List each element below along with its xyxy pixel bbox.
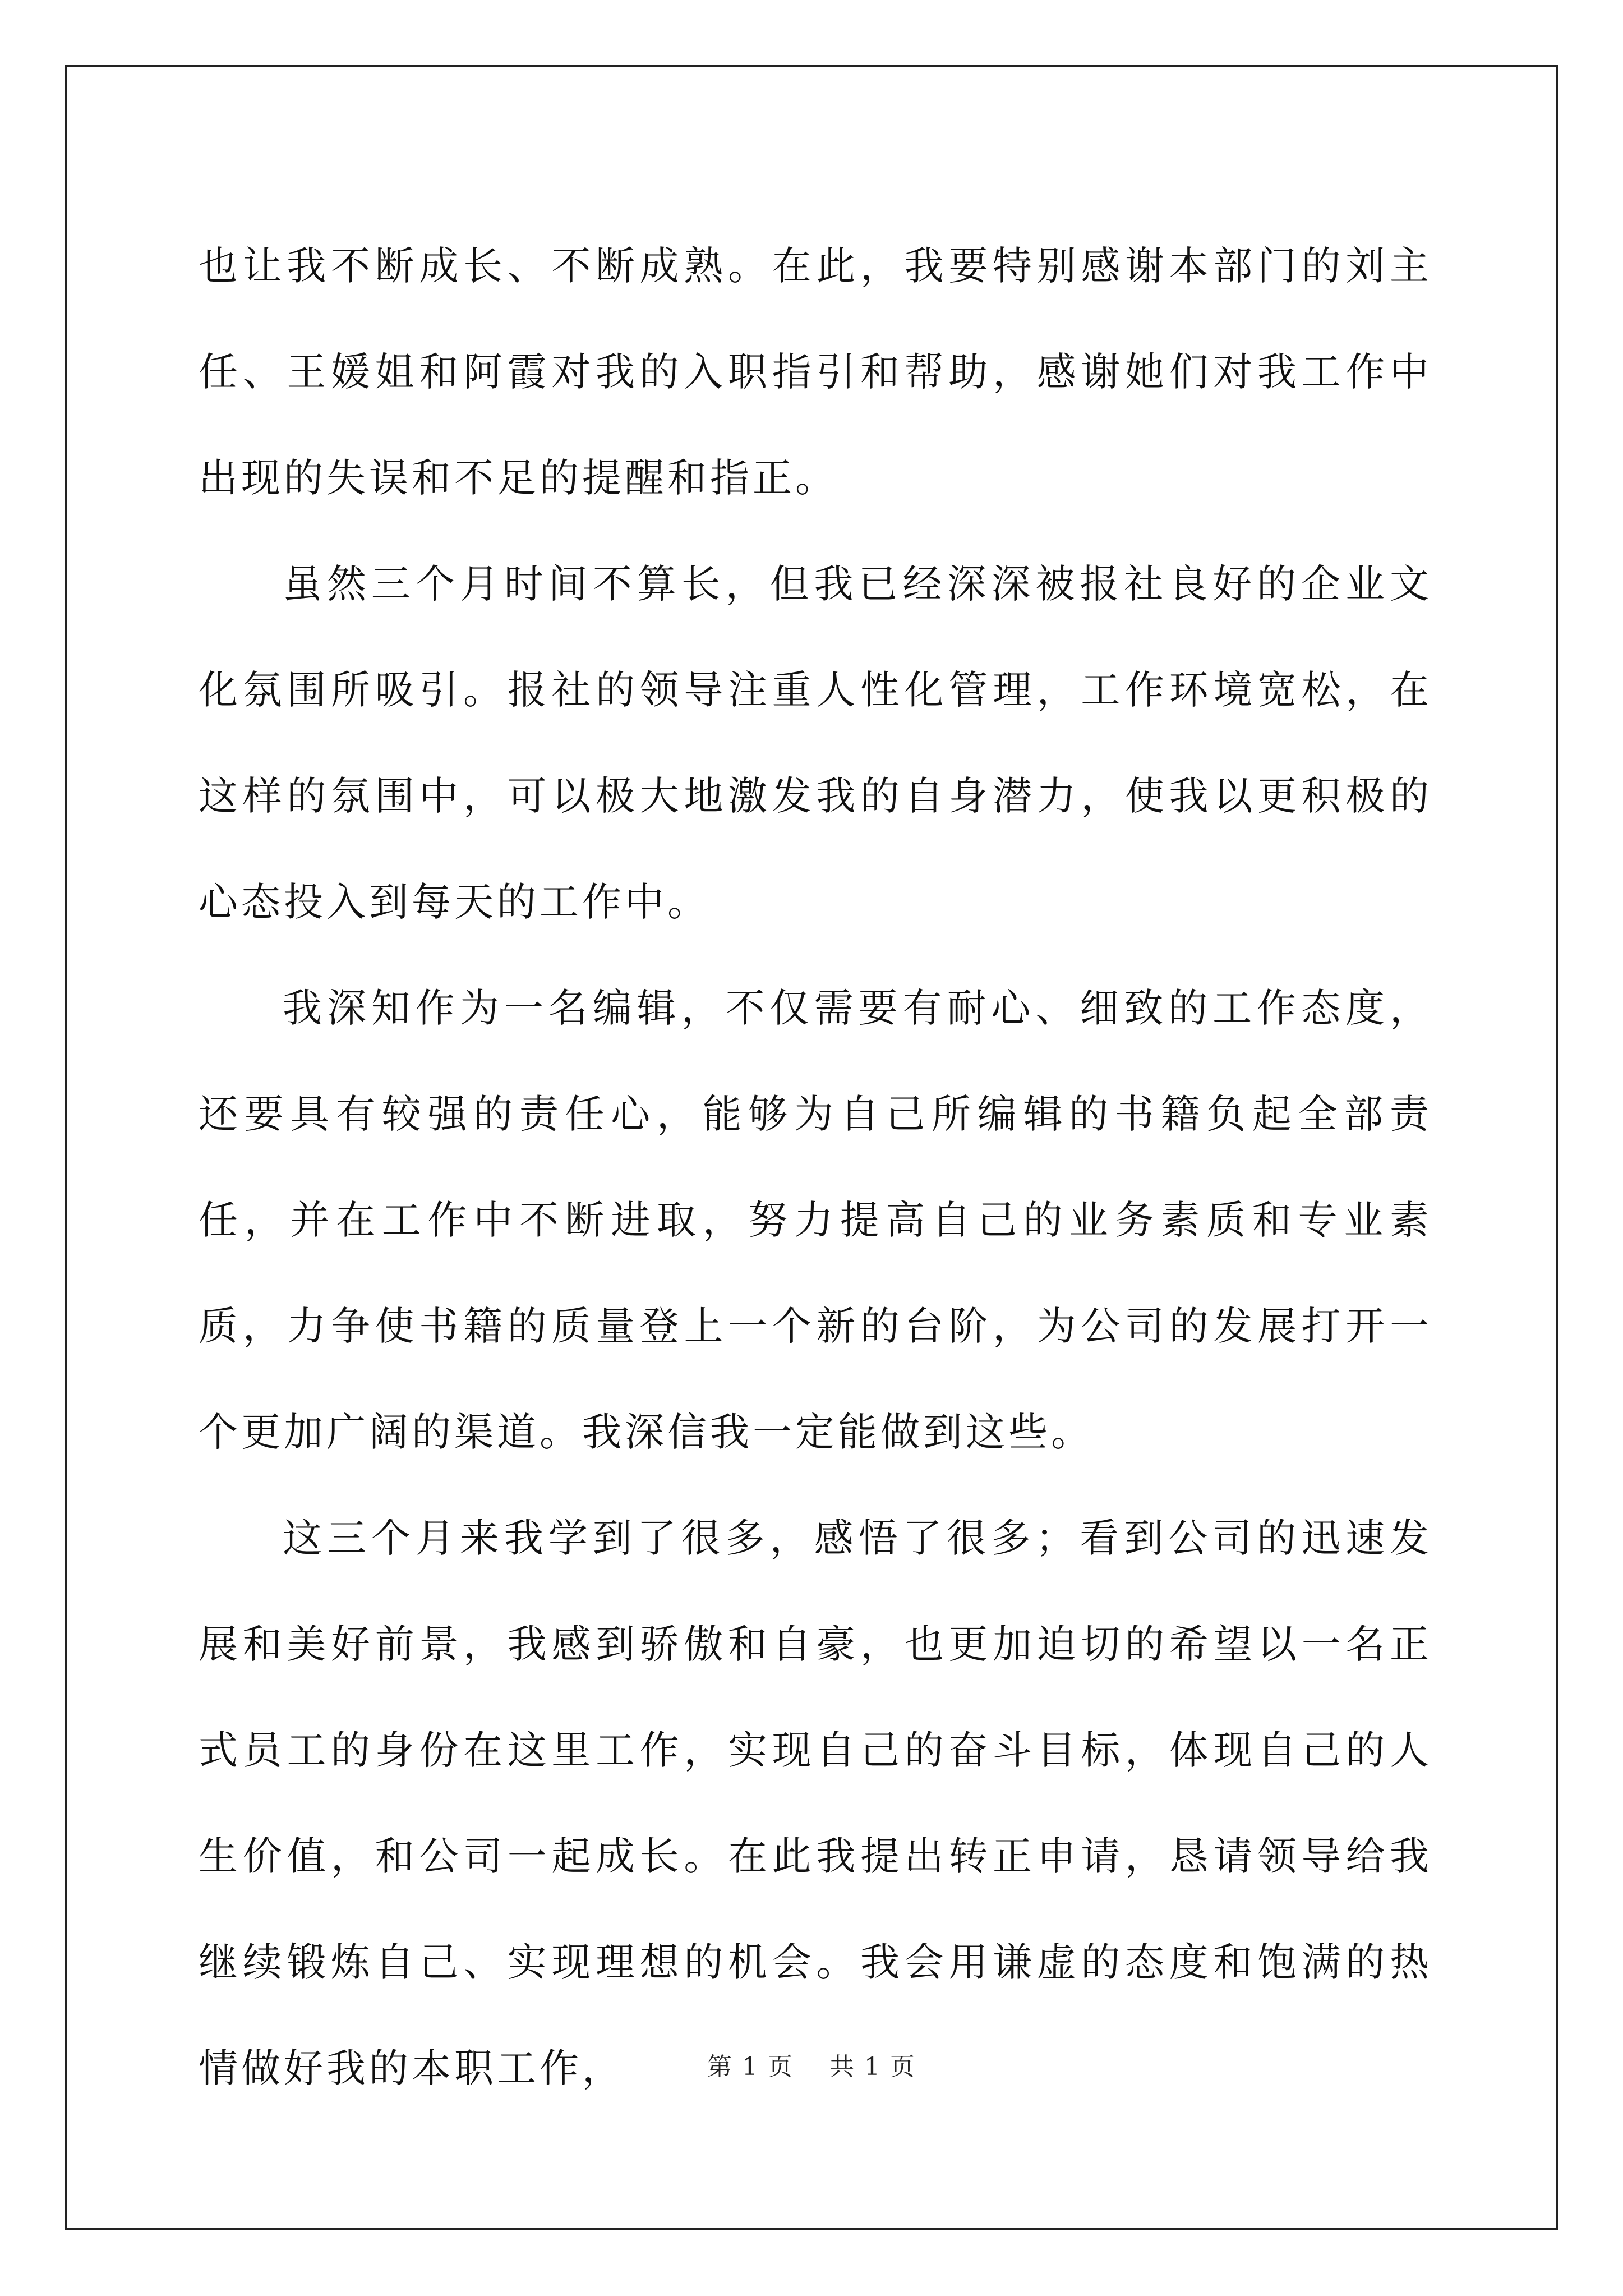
paragraph-3: 我深知作为一名编辑，不仅需要有耐心、细致的工作态度，还要具有较强的责任心，能够为自己所编辑的书籍负起全部责任，并在工作中不断进取，努力提高自己的业务素质和专业素质，力争使书籍的质量登上一个新的台阶，为公司的发展打开一个更加广阔的渠道。我深信我一定能做到这些。	[199, 985, 1432, 1455]
page-footer	[0, 2046, 1623, 2082]
page-number: 第 1 页 共 1 页	[707, 2053, 916, 2081]
paragraph-4: 这三个月来我学到了很多，感悟了很多；看到公司的迅速发展和美好前景，我感到骄傲和自豪，也更加迫切的希望以一名正式员工的身份在这里工作，实现自己的奋斗目标，体现自己的人生价值，和公司一起成长。在此我提出转正申请，恳请领导给我继续锻炼自己、实现理想的机会。我会用谦虚的态度和饱满的热情做好我的本职工作，	[199, 1515, 1432, 2091]
document-body	[199, 213, 1432, 2122]
paragraph-2: 虽然三个月时间不算长，但我已经深深被报社良好的企业文化氛围所吸引。报社的领导注重人性化管理，工作环境宽松，在这样的氛围中，可以极大地激发我的自身潜力，使我以更积极的心态投入到每天的工作中。	[199, 561, 1432, 925]
paragraph-1: 也让我不断成长、不断成熟。在此，我要特别感谢本部门的刘主任、王媛姐和阿霞对我的入职指引和帮助，感谢她们对我工作中出现的失误和不足的提醒和指正。	[199, 243, 1432, 501]
